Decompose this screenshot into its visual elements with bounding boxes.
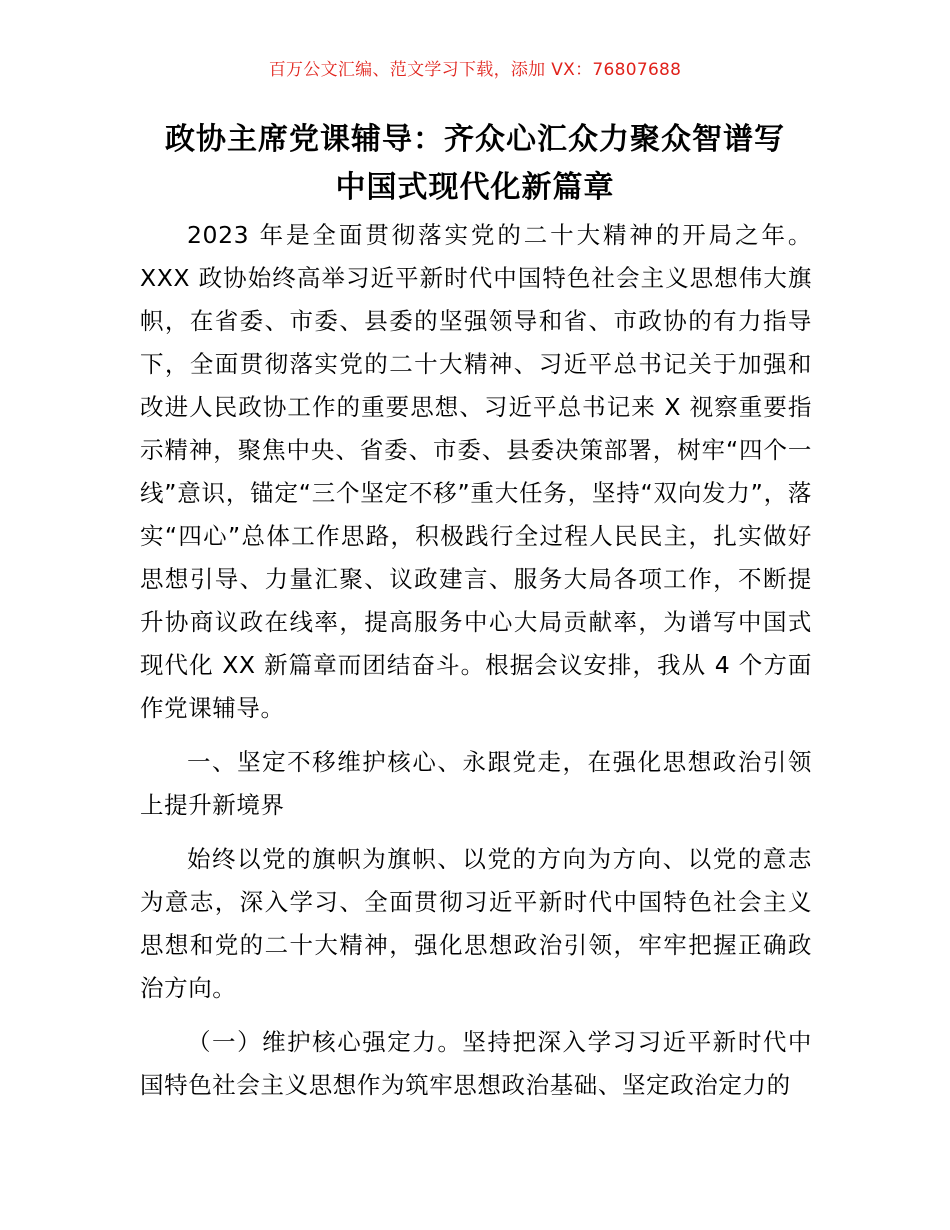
section-heading: 一、坚定不移维护核心、永跟党走，在强化思想政治引领上提升新境界 [140, 748, 812, 819]
document-title [100, 116, 850, 212]
watermark-banner: 百万公文汇编、范文学习下载，添加 VX：76807688 [268, 60, 682, 80]
intro-paragraph: 2023 年是全面贯彻落实党的二十大精神的开局之年。XXX 政协始终高举习近平新时代中国特色社会主义思想伟大旗帜，在省委、市委、县委的坚强领导和省、市政协的有力指导下，全面贯彻落实党的二十大精神、习近平总书记关于加强和改进人民政协工作的重要思想、习近平总书记来 X 视察重要指示精神，聚焦中央、省委、市委、县委决策部署，树牢“四个一线”意识，锚定“三个坚定不移”重大任务，坚持“双向发力”，落实“四心”总体工作思路，积极践行全过程人民民主，扎实做好思想引导、力量汇聚、议政建言、服务大局各项工作，不断提升协商议政在线率，提高服务中心大局贡献率，为谱写中国式现代化 XX 新篇章而团结奋斗。根据会议安排，我从 4 个方面作党课辅导。 [140, 221, 812, 722]
section-paragraph: 始终以党的旗帜为旗帜、以党的方向为方向、以党的意志为意志，深入学习、全面贯彻习近平新时代中国特色社会主义思想和党的二十大精神，强化思想政治引领，牢牢把握正确政治方向。 [140, 845, 812, 1002]
subsection-paragraph: （一）维护核心强定力。坚持把深入学习习近平新时代中国特色社会主义思想作为筑牢思想政治基础、坚定政治定力的 [140, 1028, 812, 1099]
title-line-1: 政协主席党课辅导：齐众心汇众力聚众智谱写 [165, 122, 785, 157]
title-line-2: 中国式现代化新篇章 [335, 170, 615, 205]
document-body [140, 214, 812, 1107]
